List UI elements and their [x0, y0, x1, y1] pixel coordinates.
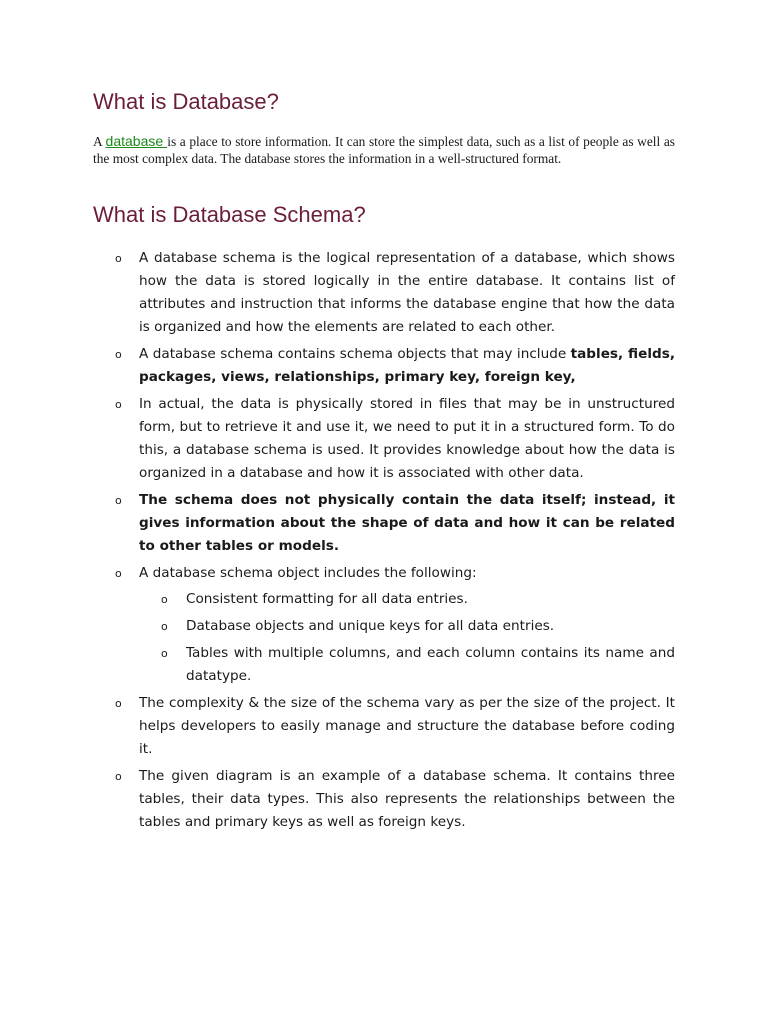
list-item-bold-text: The schema does not physically contain the data itself; instead, it gives information about the shape of data and how it can be related to other tables or models. — [139, 492, 675, 554]
schema-object-sublist — [139, 588, 675, 688]
bullet-icon: o — [115, 398, 122, 411]
bullet-icon: o — [115, 697, 122, 710]
intro-paragraph — [93, 133, 675, 167]
list-item-text: In actual, the data is physically stored in files that may be in unstructured form, but to retrieve it and use it, we need to put it in a structured form. To do this, a database schema is used. It provides knowledge about how the data is organized in a database and how it is associated with other data. — [139, 396, 675, 481]
bullet-icon: o — [161, 647, 168, 660]
list-item — [93, 489, 675, 558]
list-item — [93, 247, 675, 339]
bullet-icon: o — [115, 348, 122, 361]
bullet-icon: o — [115, 494, 122, 507]
sub-list-item-text: Tables with multiple columns, and each column contains its name and datatype. — [186, 645, 675, 684]
sub-list-item — [139, 615, 675, 638]
sub-list-item-text: Consistent formatting for all data entries. — [186, 591, 468, 607]
list-item-bold-text: tables, fields, packages, views, relationships, primary key, foreign key, — [139, 346, 675, 385]
list-item — [93, 692, 675, 761]
list-item-text: A database schema contains schema objects that may include — [139, 346, 571, 362]
schema-bullet-list — [93, 247, 675, 838]
sub-list-item — [139, 588, 675, 611]
bullet-icon: o — [115, 770, 122, 783]
intro-rest: is a place to store information. It can store the simplest data, such as a list of people as well as the most complex data. The database stores the information in a well-structured format. — [93, 134, 675, 166]
intro-prefix: A — [93, 134, 106, 149]
bullet-icon: o — [161, 593, 168, 606]
bullet-icon: o — [115, 252, 122, 265]
sub-list-item — [139, 642, 675, 688]
list-item — [93, 393, 675, 485]
sub-list-item-text: Database objects and unique keys for all data entries. — [186, 618, 555, 634]
heading-what-is-database: What is Database? — [93, 89, 279, 114]
database-link[interactable]: database — [105, 133, 168, 149]
list-item-text: A database schema object includes the following: — [139, 565, 477, 581]
list-item — [93, 562, 675, 688]
bullet-icon: o — [115, 567, 122, 580]
list-item-text: The complexity & the size of the schema vary as per the size of the project. It helps developers to easily manage and structure the database before coding it. — [139, 695, 675, 757]
list-item-text: A database schema is the logical representation of a database, which shows how the data is stored logically in the entire database. It contains list of attributes and instruction that informs the database engine that how the data is organized and how the elements are related to each other. — [139, 250, 675, 335]
list-item — [93, 765, 675, 834]
bullet-icon: o — [161, 620, 168, 633]
list-item — [93, 343, 675, 389]
heading-what-is-database-schema: What is Database Schema? — [93, 202, 366, 227]
list-item-text: The given diagram is an example of a database schema. It contains three tables, their data types. This also represents the relationships between the tables and primary keys as well as foreign keys. — [139, 768, 675, 830]
